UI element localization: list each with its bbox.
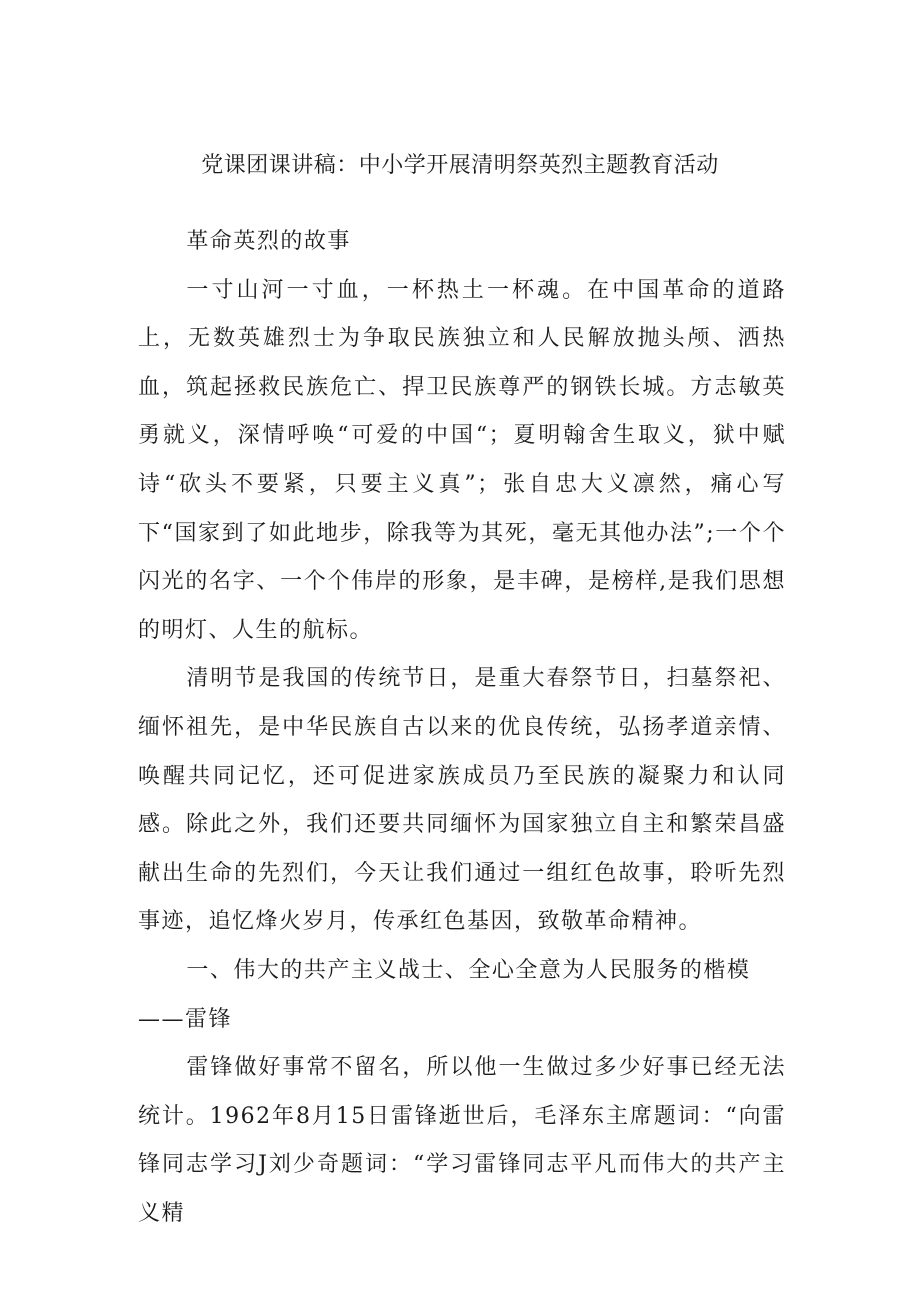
paragraph-leifeng: 雷锋做好事常不留名，所以他一生做过多少好事已经无法统计。1962年8月15日雷锋逝世后，毛泽东主席题词：“向雷锋同志学习J刘少奇题词：“学习雷锋同志平凡而伟大的共产主义精 (138, 1055, 786, 1226)
paragraph-qingming: 清明节是我国的传统节日，是重大春祭节日，扫墓祭祀、缅怀祖先，是中华民族自古以来的优良传统，弘扬孝道亲情、唤醒共同记忆，还可促进家族成员乃至民族的凝聚力和认同感。除此之外，我们还要共同缅怀为国家独立自主和繁荣昌盛献出生命的先烈们，今天让我们通过一组红色故事，聆听先烈事迹，追忆烽火岁月，传承红色基因，致敬革命精神。 (138, 666, 786, 935)
document-body (138, 218, 786, 1238)
subsection-heading-leifeng: 一、伟大的共产主义战士、全心全意为人民服务的楷模——雷锋 (138, 957, 751, 1032)
section-heading: 革命英烈的故事 (186, 229, 351, 254)
paragraph-intro: 一寸山河一寸血，一杯热土一杯魂。在中国革命的道路上，无数英雄烈士为争取民族独立和人民解放抛头颅、洒热血，筑起拯救民族危亡、捍卫民族尊严的钢铁长城。方志敏英勇就义，深情呼唤“可爱的中国“；夏明翰舍生取义，狱中赋诗“砍头不要紧，只要主义真”；张自忠大义凛然，痛心写下“国家到了如此地步，除我等为其死，毫无其他办法”;一个个闪光的名字、一个个伟岸的形象，是丰碑，是榜样,是我们思想的明灯、人生的航标。 (138, 277, 786, 643)
document-title: 党课团课讲稿：中小学开展清明祭英烈主题教育活动 (201, 153, 719, 178)
